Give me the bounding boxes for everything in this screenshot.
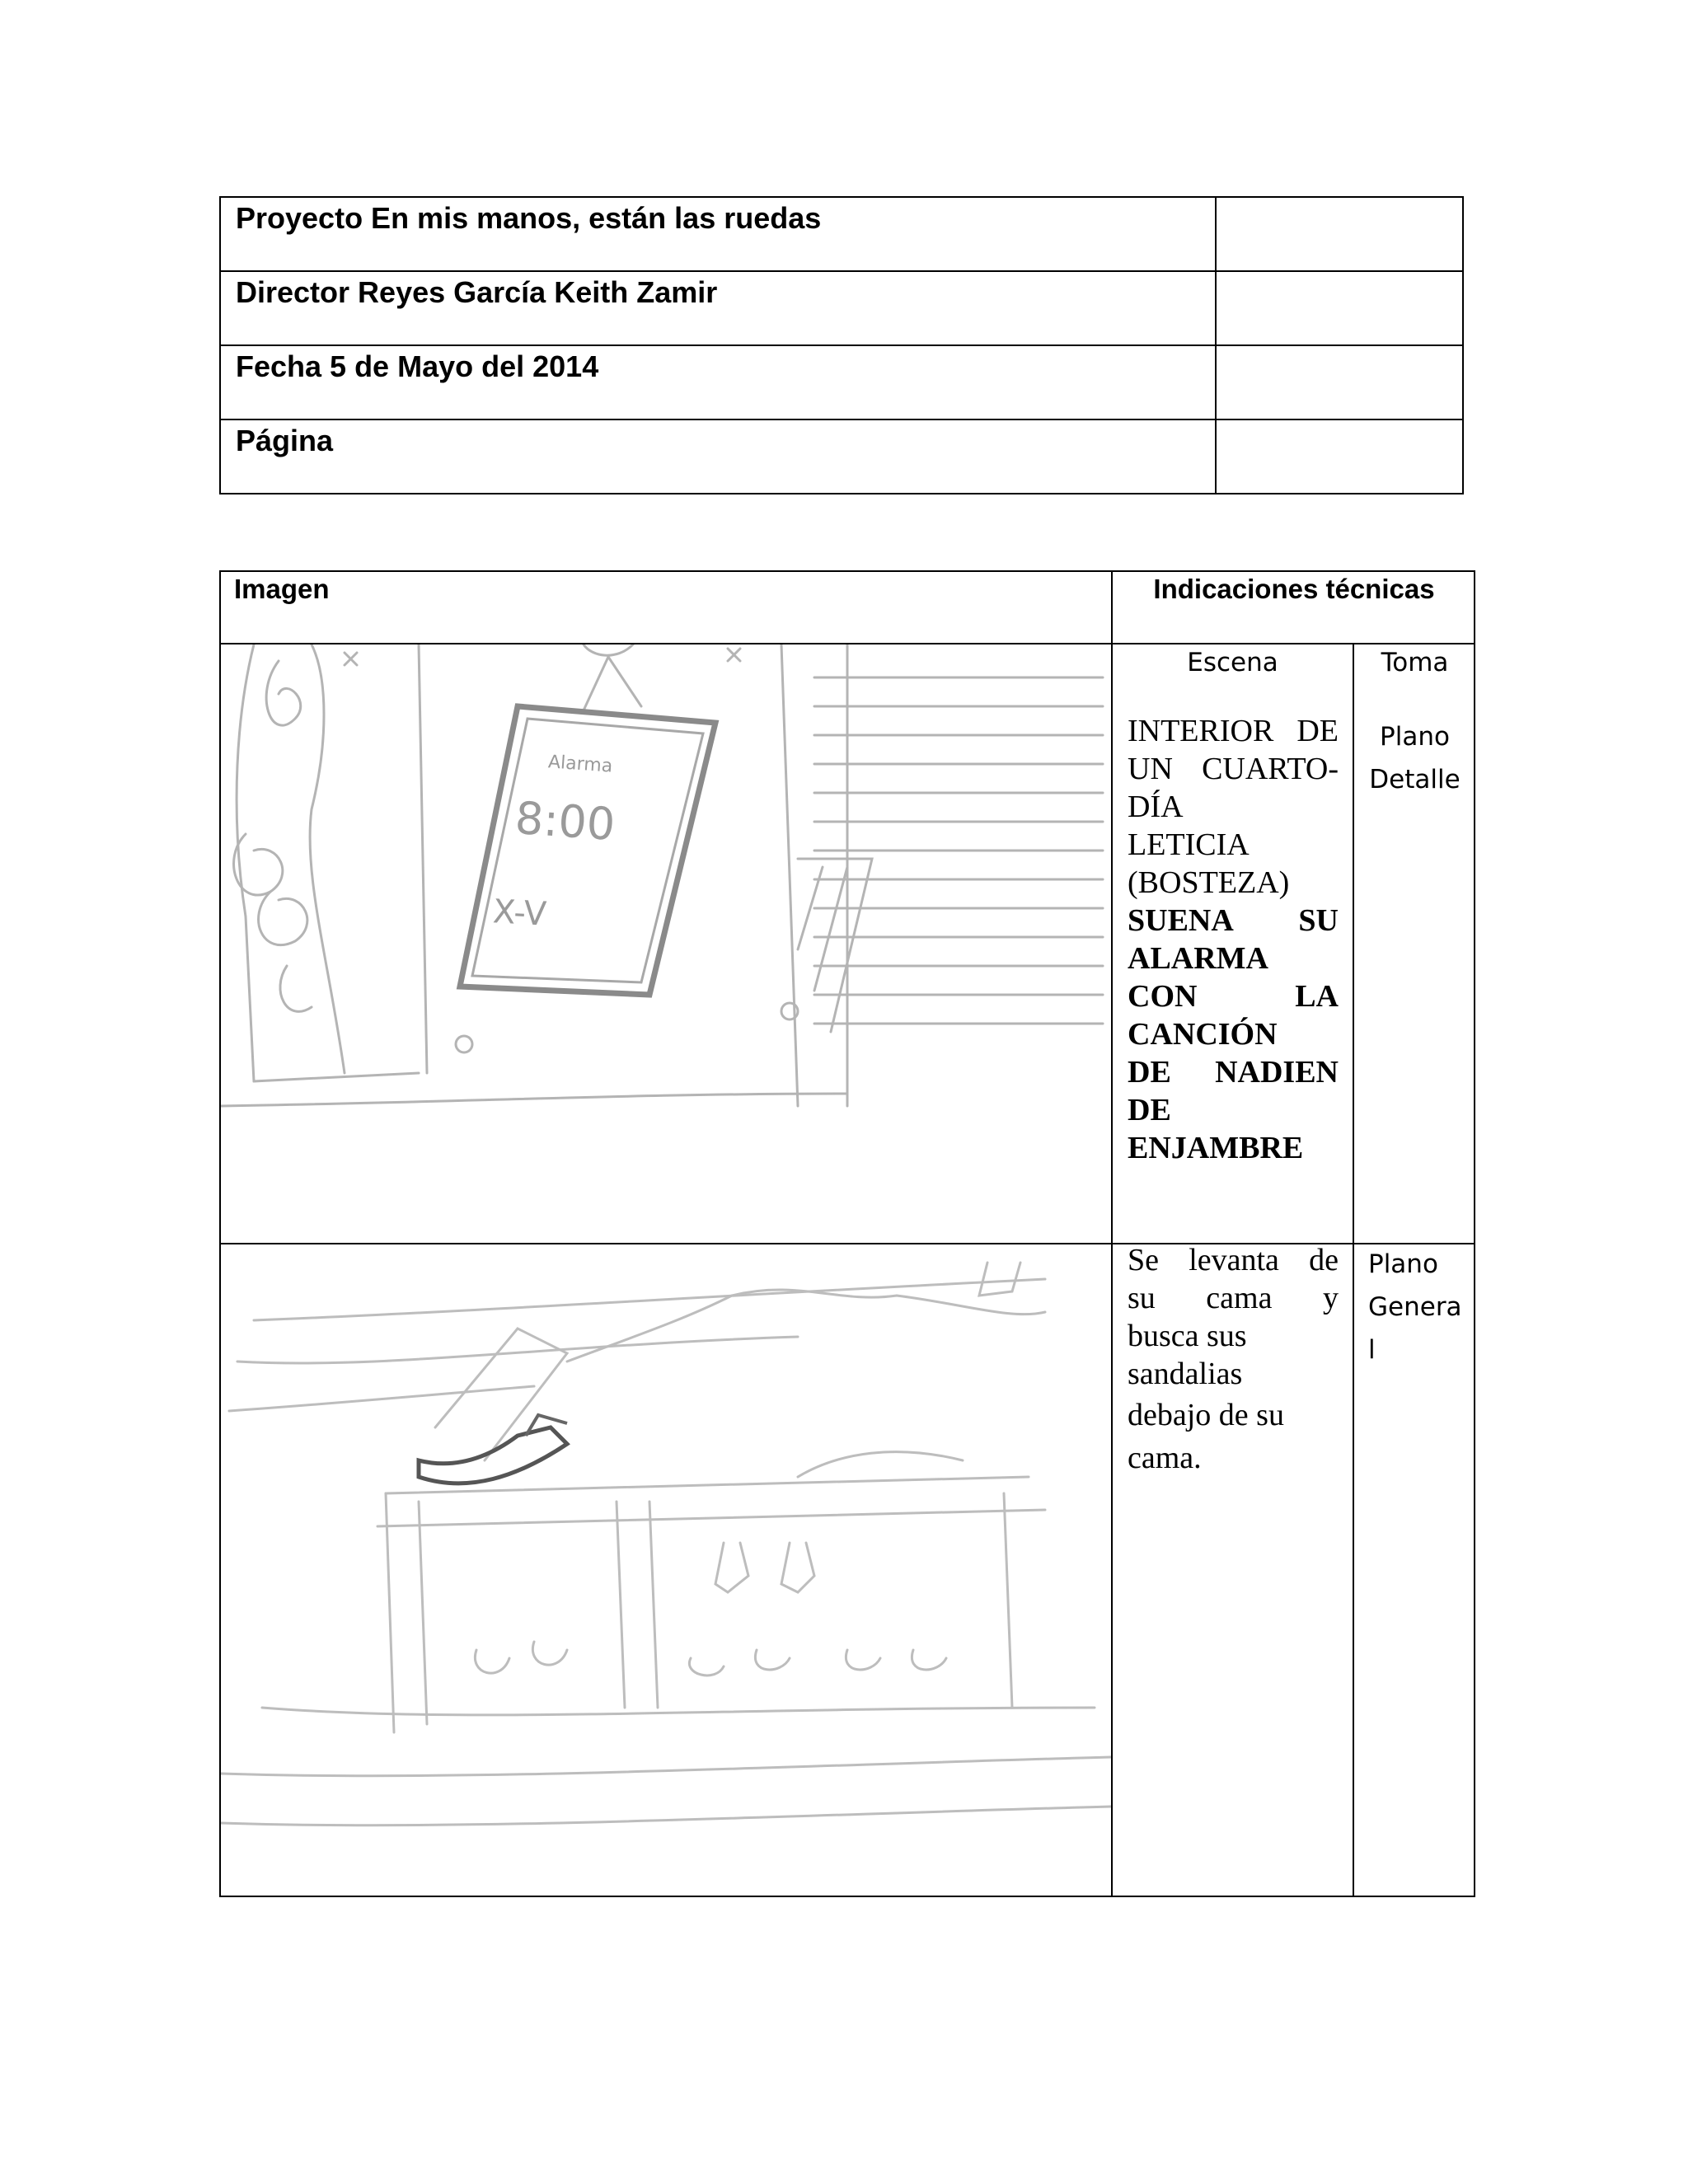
- director-value-cell: [1216, 271, 1463, 345]
- row2-toma: [1368, 1243, 1462, 1371]
- project-title: Proyecto En mis manos, están las ruedas: [220, 197, 1216, 271]
- director-field: Director Reyes García Keith Zamir: [220, 271, 1216, 345]
- escena-line: busca sus: [1128, 1319, 1247, 1353]
- escena-line: debajo de su: [1128, 1398, 1284, 1432]
- subheader-escena: Escena: [1187, 648, 1278, 677]
- escena-line: INTERIOR DE: [1128, 714, 1339, 748]
- escena-bold-line: DE: [1128, 1093, 1171, 1127]
- page-value-cell: [1216, 419, 1463, 494]
- toma-line: Plano: [1380, 722, 1450, 752]
- escena-line: DÍA: [1128, 790, 1184, 824]
- escena-bold-line: DE NADIEN: [1128, 1055, 1339, 1090]
- toma-line: l: [1368, 1335, 1376, 1365]
- escena-bold-line: ALARMA: [1128, 941, 1268, 976]
- toma-line: Detalle: [1369, 765, 1461, 794]
- escena-toma-divider: [1353, 644, 1354, 1897]
- subheader-toma: Toma: [1381, 648, 1449, 677]
- column-header-imagen: Imagen: [234, 574, 330, 604]
- row1-toma: [1354, 715, 1475, 801]
- escena-line: su cama y: [1128, 1281, 1339, 1315]
- sketch-bed-scene: [221, 1246, 1111, 1864]
- escena-line: (BOSTEZA): [1128, 865, 1290, 900]
- escena-bold-line: SUENA SU: [1128, 903, 1339, 938]
- date-field: Fecha 5 de Mayo del 2014: [220, 345, 1216, 419]
- image-column-divider: [1111, 570, 1113, 1897]
- escena-bold-line: CON LA: [1128, 979, 1339, 1014]
- date-value-cell: [1216, 345, 1463, 419]
- escena-bold-line: CANCIÓN: [1128, 1017, 1278, 1052]
- row2-escena: [1128, 1241, 1339, 1479]
- toma-line: Genera: [1368, 1292, 1462, 1322]
- toma-line: Plano: [1368, 1249, 1438, 1279]
- sketch-clock-time: 8:00: [513, 791, 617, 851]
- project-value-cell: [1216, 197, 1463, 271]
- escena-line: Se levanta de: [1128, 1243, 1339, 1277]
- page-field: Página: [220, 419, 1216, 494]
- escena-bold-line: ENJAMBRE: [1128, 1131, 1304, 1165]
- escena-line: UN CUARTO-: [1128, 752, 1339, 786]
- escena-line: cama.: [1128, 1441, 1202, 1475]
- escena-line: LETICIA: [1128, 827, 1250, 862]
- row1-escena: [1128, 712, 1339, 1167]
- sketch-clock-days: X-V: [491, 893, 548, 934]
- sketch-alarm-clock-scene: [221, 644, 1111, 1139]
- sketch-clock-label: Alarma: [547, 752, 613, 777]
- column-header-indicaciones: Indicaciones técnicas: [1153, 574, 1435, 604]
- escena-line: sandalias: [1128, 1357, 1243, 1391]
- header-table: [219, 196, 1464, 494]
